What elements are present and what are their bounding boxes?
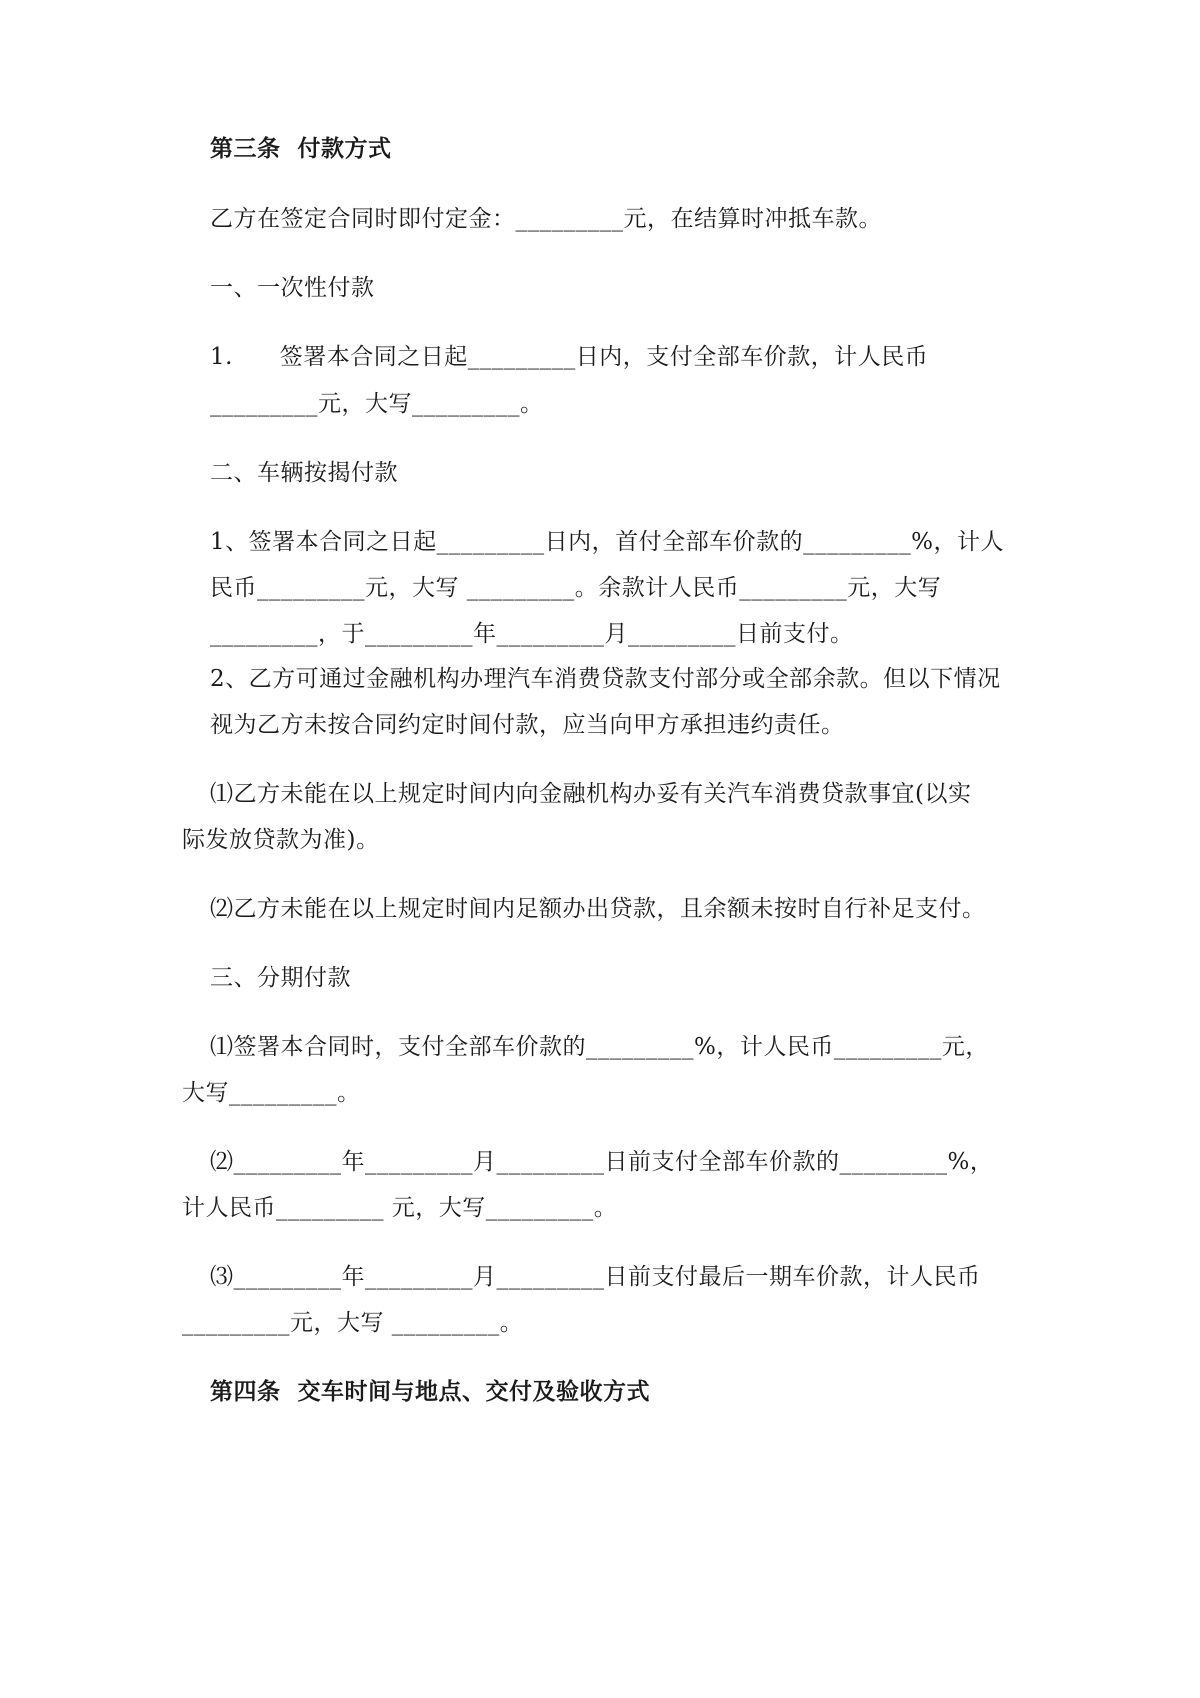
section3-item2-line1: ⑵_________年_________月_________日前支付全部车价款的_________%，: [210, 1149, 994, 1175]
section2-item2-line2: 视为乙方未按合同约定时间付款，应当向甲方承担违约责任。: [210, 712, 845, 738]
section3-item1-line2: 大写_________。: [182, 1080, 361, 1106]
section2-cond2-line1: ⑵乙方未能在以上规定时间内足额办出贷款，且余额未按时自行补足支付。: [210, 896, 986, 922]
section1-item1-line2: _________元，大写_________。: [210, 391, 544, 417]
section2-item1-line1: 1、签署本合同之日起_________日内，首付全部车价款的_________%，计人: [210, 529, 1004, 555]
section3-item3-line1: ⑶_________年_________月_________日前支付最后一期车价款，计人民币: [210, 1264, 981, 1290]
section2-item1-line2: 民币_________元，大写 _________。余款计人民币_________元，大写: [210, 575, 942, 601]
section2-heading: 二、车辆按揭付款: [210, 460, 398, 486]
section3-heading: 三、分期付款: [210, 965, 351, 991]
section3-item3-line2: _________元，大写 _________。: [182, 1310, 524, 1336]
section3-item1-line1: ⑴签署本合同时，支付全部车价款的_________%，计人民币_________元，: [210, 1034, 989, 1060]
article3-title: 第三条 付款方式: [210, 135, 392, 162]
section2-item1-line3: _________，于_________年_________月_________日前支付。: [210, 621, 854, 647]
section3-item2-line2: 计人民币_________ 元，大写_________。: [182, 1195, 618, 1221]
article4-title: 第四条 交车时间与地点、交付及验收方式: [210, 1378, 651, 1405]
section2-item2-line1: 2、乙方可通过金融机构办理汽车消费贷款支付部分或全部余款。但以下情况: [210, 666, 1001, 692]
section2-cond1-line2: 际发放贷款为准)。: [182, 827, 380, 853]
deposit-clause: 乙方在签定合同时即付定金：_________元，在结算时冲抵车款。: [210, 206, 882, 232]
section1-item1-line1: 1. 签署本合同之日起_________日内，支付全部车价款，计人民币: [210, 344, 929, 370]
section2-cond1-line1: ⑴乙方未能在以上规定时间内向金融机构办妥有关汽车消费贷款事宜(以实: [210, 781, 972, 807]
section1-heading: 一、一次性付款: [210, 275, 375, 301]
